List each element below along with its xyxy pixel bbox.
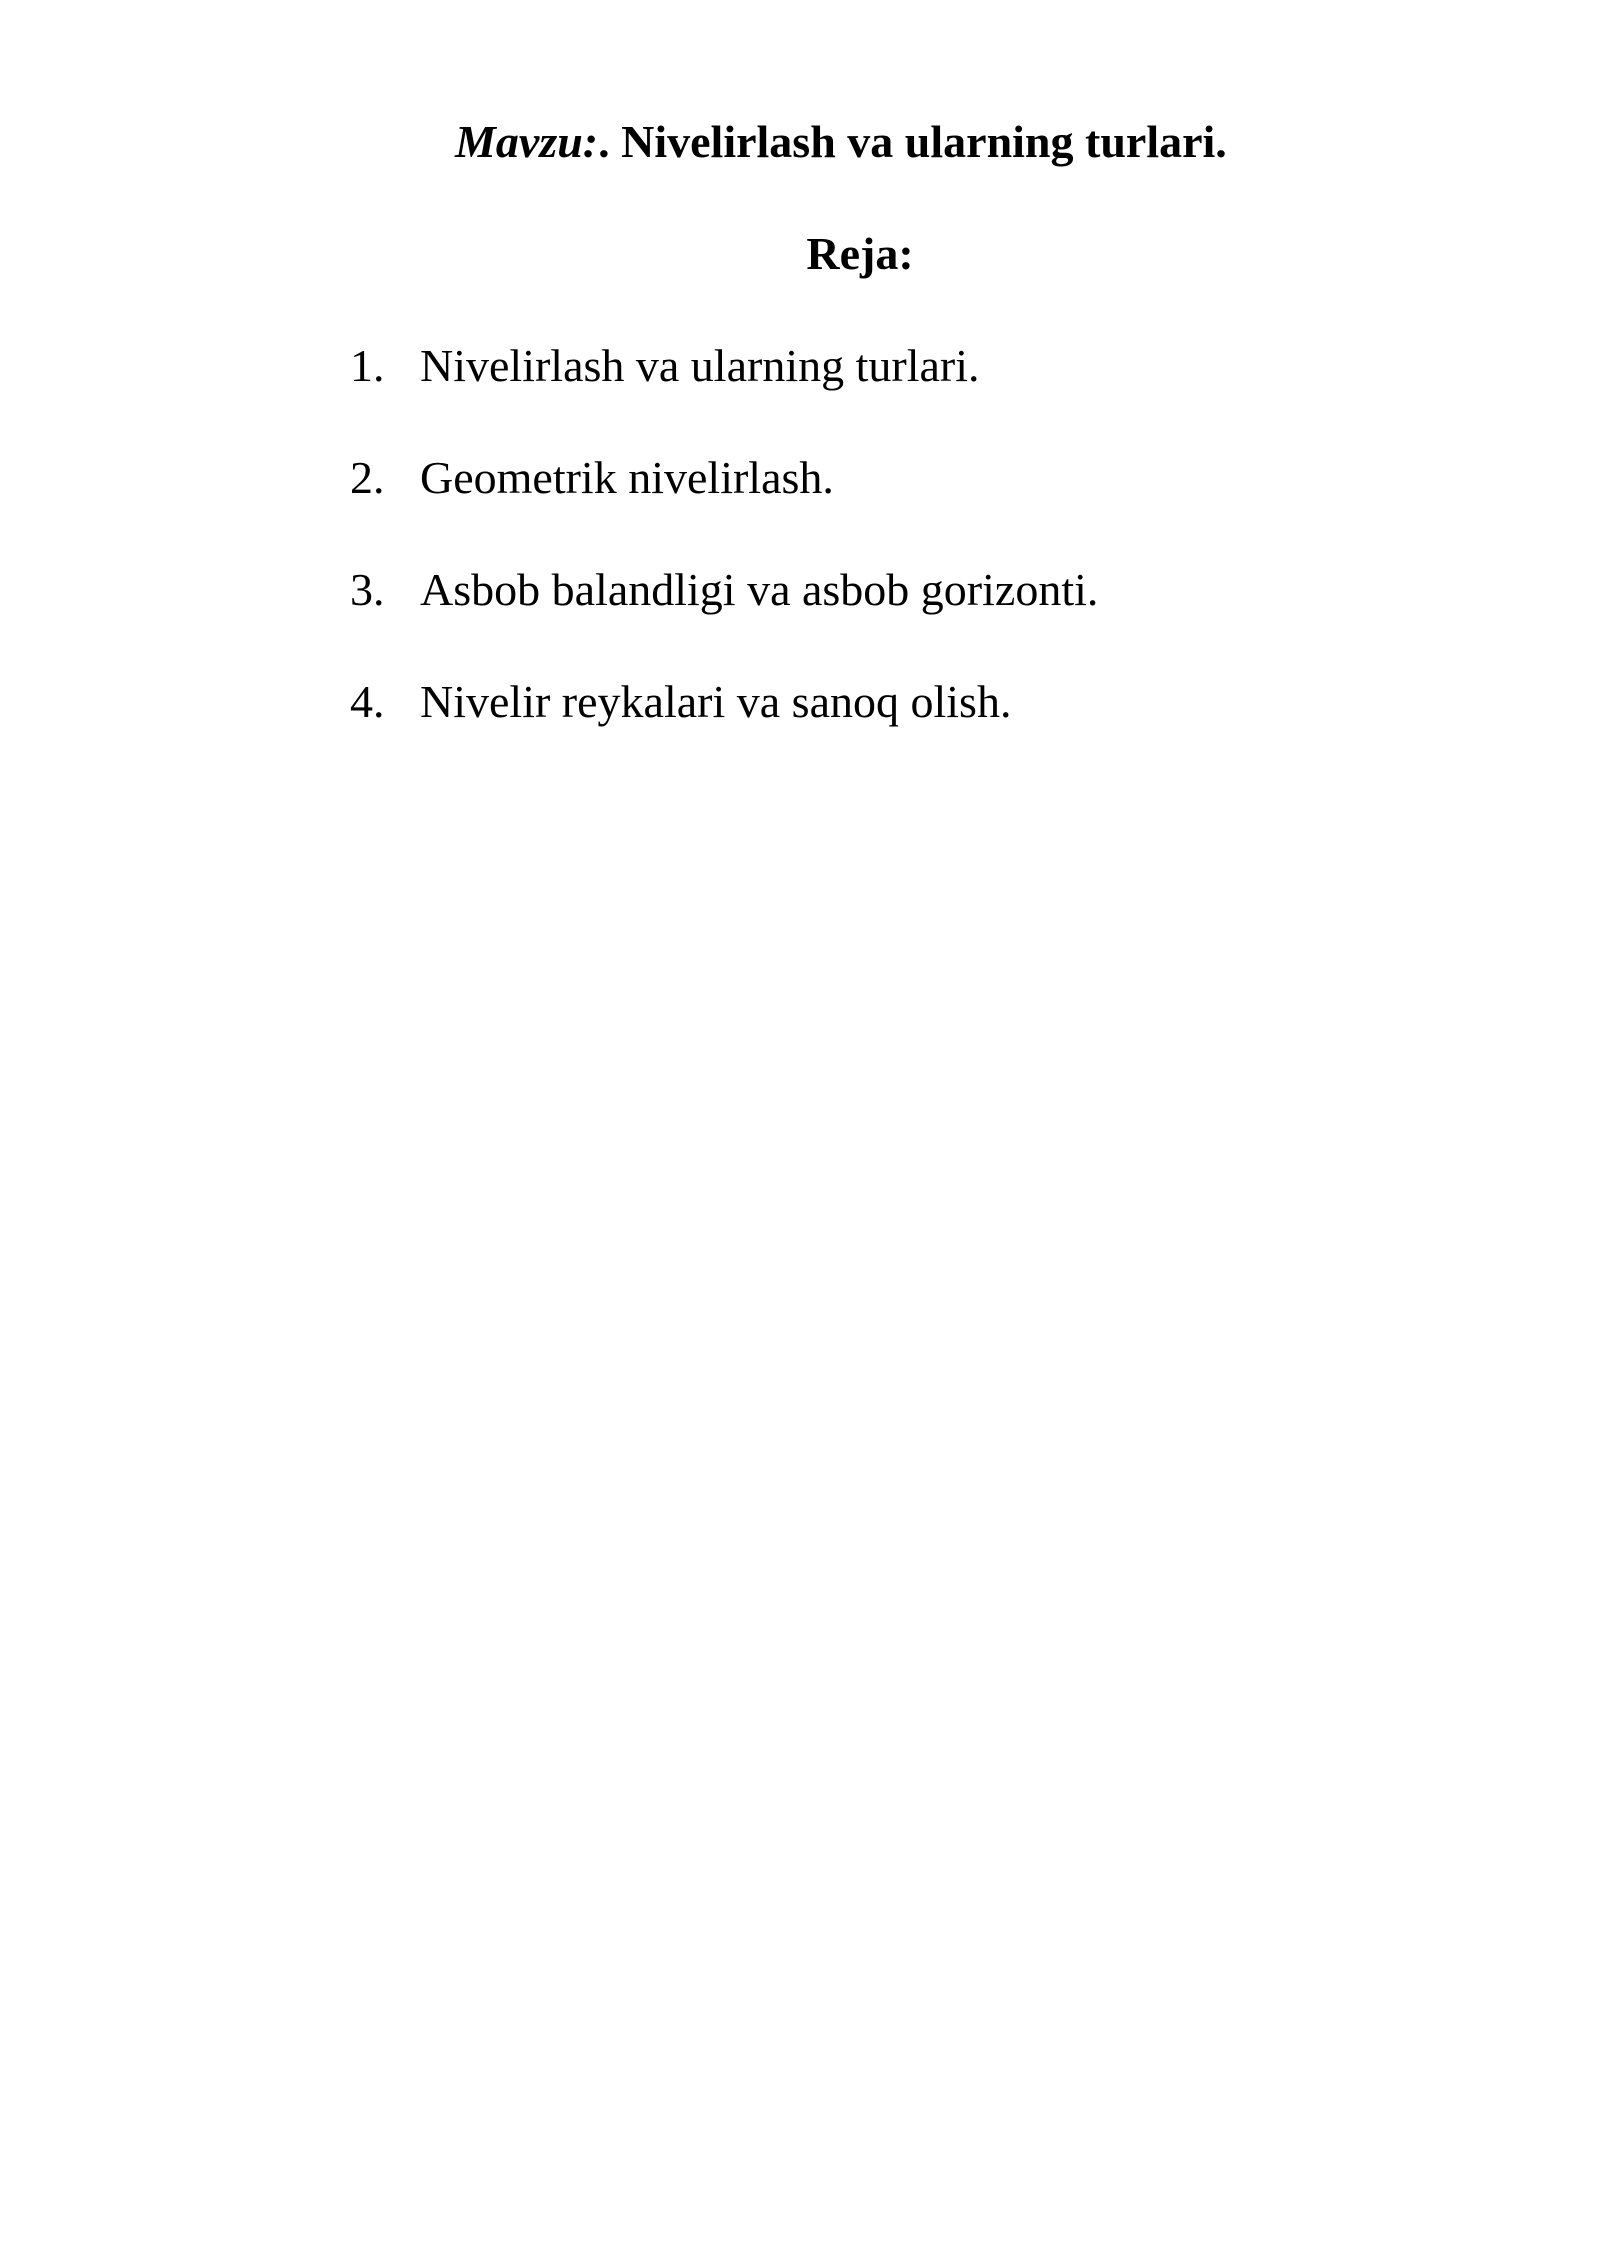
list-item-text: Geometrik nivelirlash.	[420, 452, 834, 503]
page-title	[455, 112, 1227, 172]
list-item	[350, 560, 1098, 672]
list-item-number: 2.	[350, 452, 385, 503]
title-lead: Mavzu:	[455, 116, 599, 167]
list-item-number: 4.	[350, 676, 385, 727]
title-text: . Nivelirlash va ularning turlari.	[598, 116, 1227, 167]
plan-heading: Reja:	[806, 228, 914, 279]
plan-list	[350, 336, 1098, 784]
list-item-text: Nivelir reykalari va sanoq olish.	[420, 676, 1012, 727]
list-item-number: 1.	[350, 340, 385, 391]
list-item	[350, 448, 1098, 560]
list-item-number: 3.	[350, 564, 385, 615]
list-item-text: Asbob balandligi va asbob gorizonti.	[420, 564, 1099, 615]
list-item	[350, 672, 1098, 784]
list-item-text: Nivelirlash va ularning turlari.	[420, 340, 980, 391]
list-item	[350, 336, 1098, 448]
